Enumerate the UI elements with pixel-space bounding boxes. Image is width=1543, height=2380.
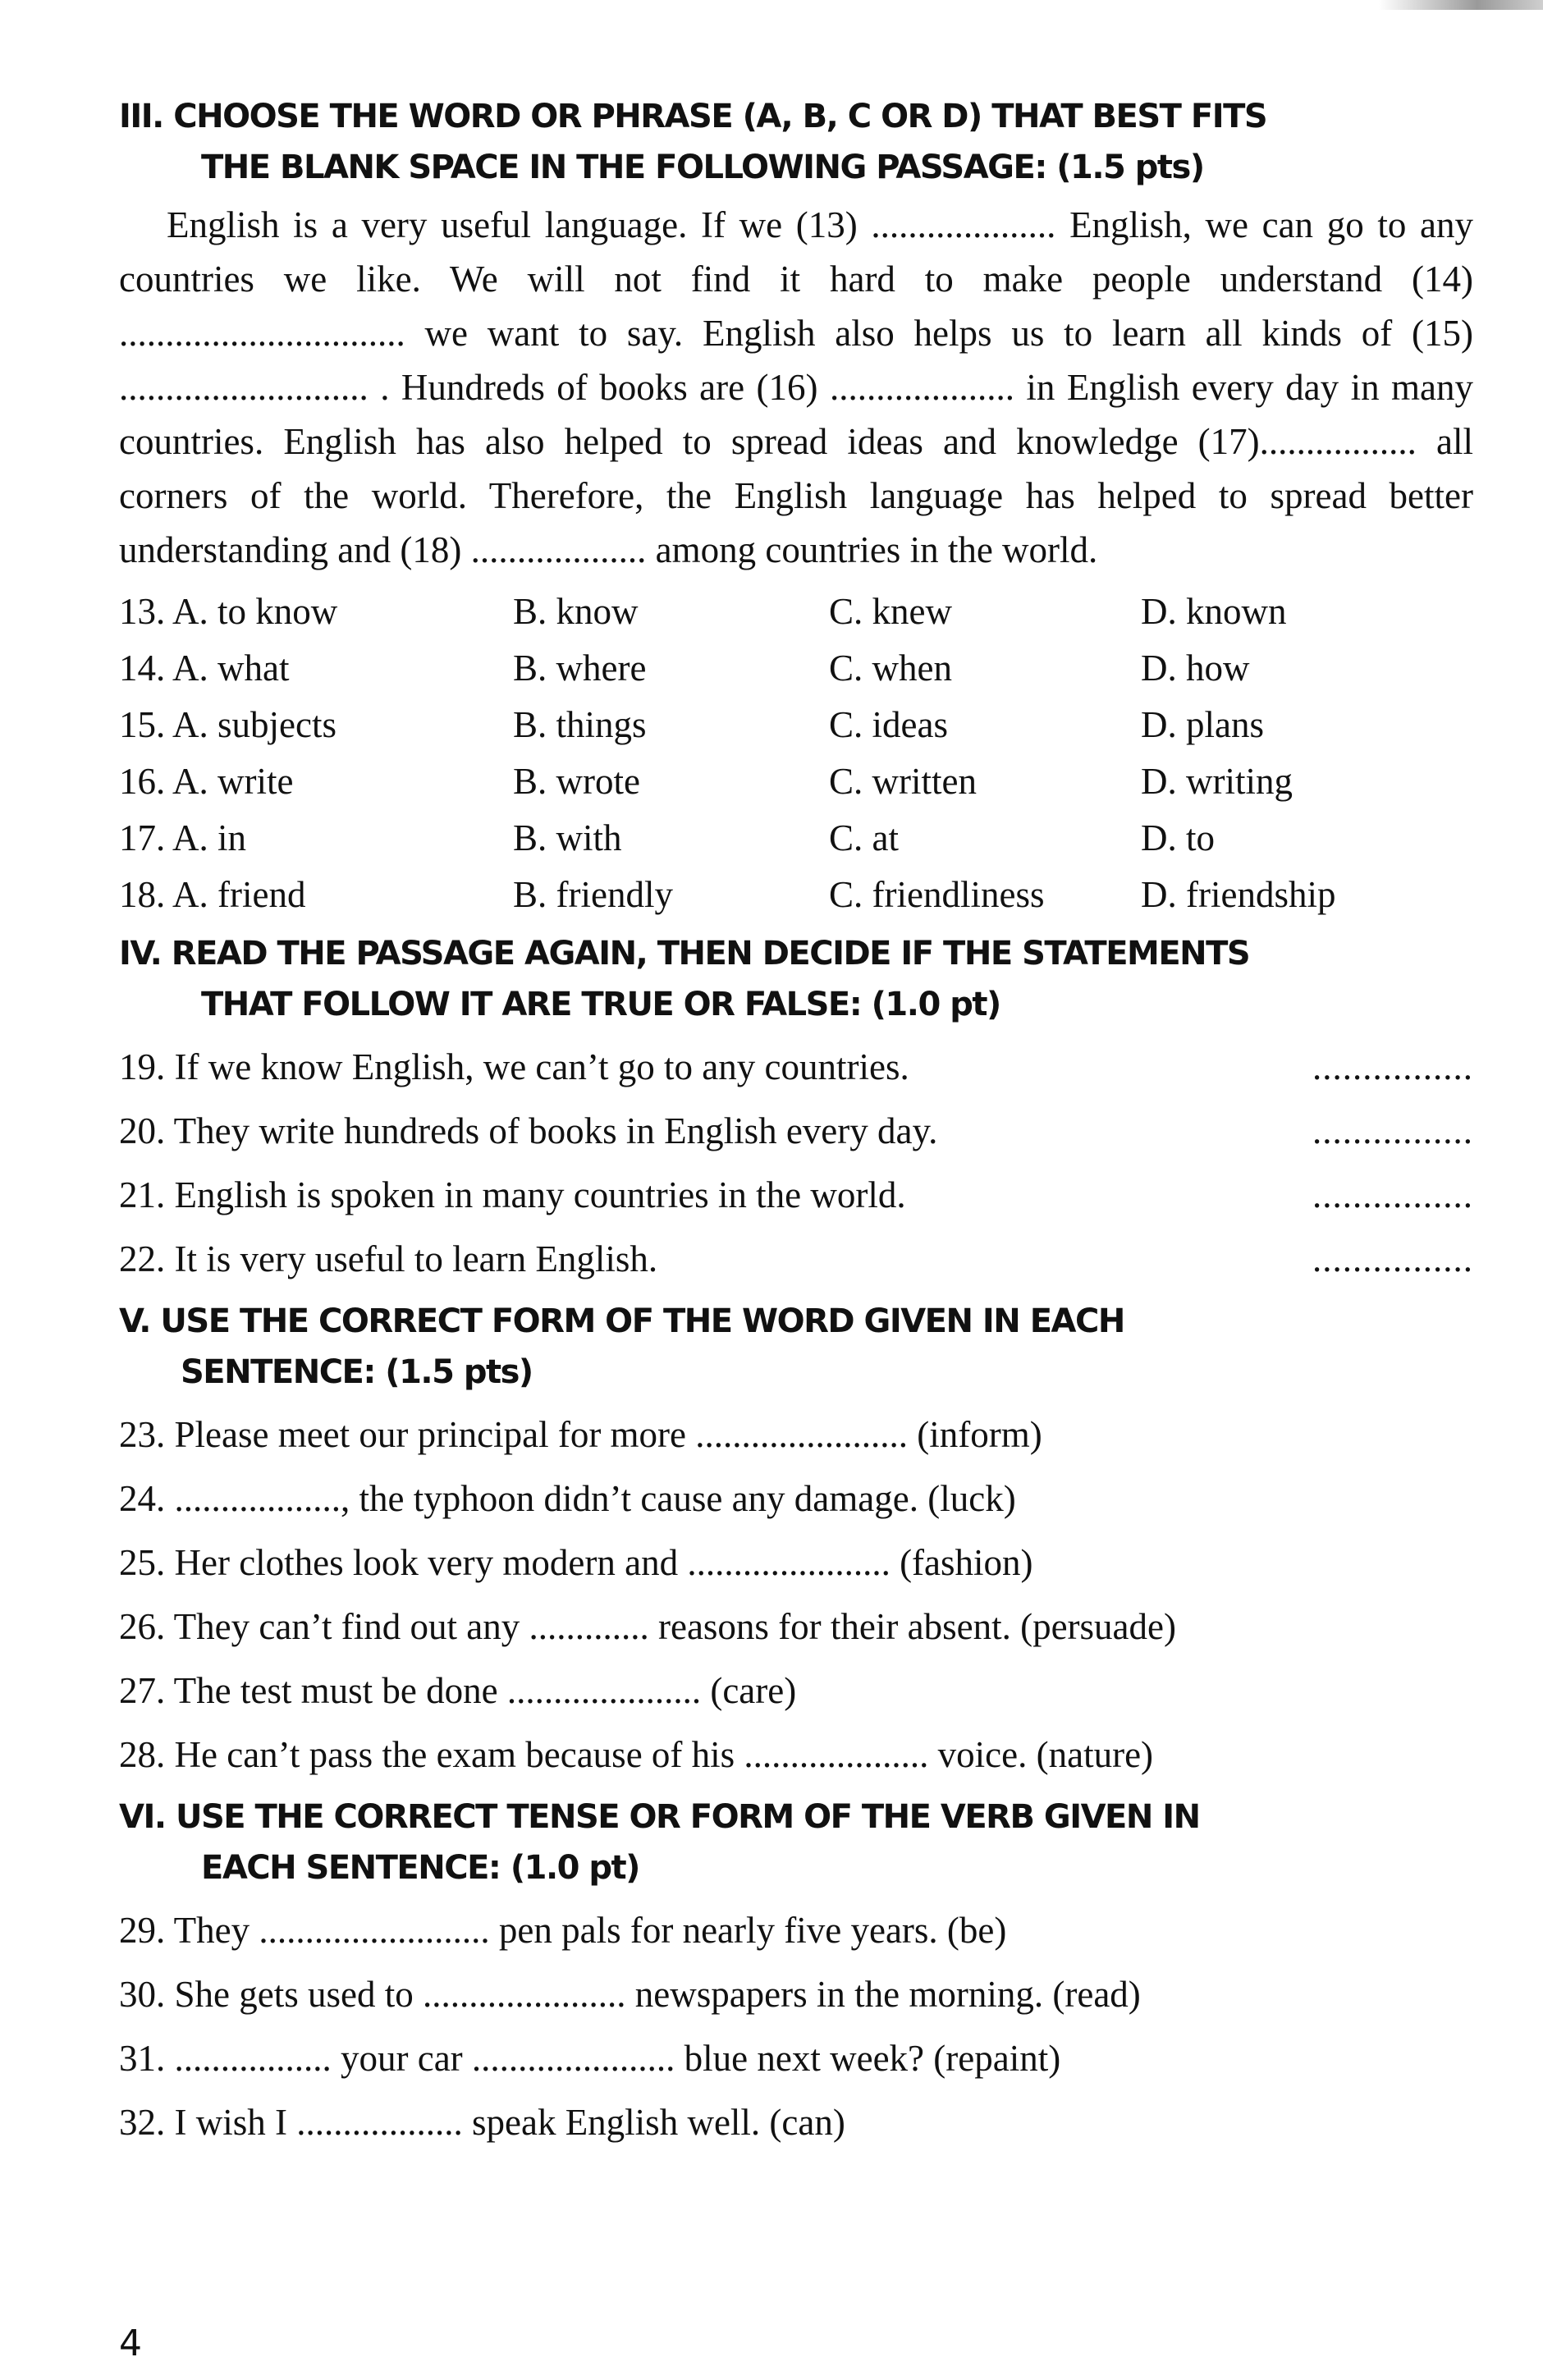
exercise-item-24: 24. .................., the typhoon didn’t cause any damage. (luck) — [119, 1478, 1016, 1519]
answer-blank: ................ — [1312, 1110, 1473, 1151]
statement-text: 22. It is very useful to learn English. — [119, 1238, 658, 1279]
answer-blank: ................ — [1312, 1174, 1473, 1215]
option-d: D. to — [1141, 817, 1215, 858]
option-row-13 — [119, 584, 1473, 640]
exercise-item-30: 30. She gets used to ...................... newspapers in the morning. (read) — [119, 1974, 1141, 2015]
option-d: D. friendship — [1141, 874, 1336, 915]
section-heading-iv-line2: THAT FOLLOW IT ARE TRUE OR FALSE: (1.0 pt) — [201, 986, 1000, 1023]
true-false-list — [119, 1035, 1473, 1291]
section-heading-vi-line1: VI. USE THE CORRECT TENSE OR FORM OF THE VERB GIVEN IN — [119, 1798, 1200, 1836]
option-b: B. with — [513, 817, 622, 858]
option-c: C. at — [829, 817, 899, 858]
reading-passage: English is a very useful language. If we (13) .................... English, we can go to any countries we like. We will not find it hard to make people understand (14) ............................... we want to say. English also helps us to learn all kinds of (15) ........................... . Hundreds of books are (16) .................... in English every day in many countries. English has also helped to spread ideas and knowledge (17)................. all corners of the world. Therefore, the English language has helped to spread better understanding and (18) ................... among countries in the world. — [119, 204, 1473, 570]
option-c: C. knew — [829, 591, 952, 632]
statement-21 — [119, 1163, 1473, 1227]
section-heading-v-line2: SENTENCE: (1.5 pts) — [181, 1353, 533, 1391]
option-a: 16. A. write — [119, 761, 294, 802]
exercise-item-32: 32. I wish I .................. speak English well. (can) — [119, 2102, 845, 2143]
section-heading-iii-line2: THE BLANK SPACE IN THE FOLLOWING PASSAGE: (1.5 pts) — [201, 149, 1204, 186]
exercise-item-26: 26. They can’t find out any ............. reasons for their absent. (persuade) — [119, 1606, 1176, 1647]
option-d: D. known — [1141, 591, 1287, 632]
option-a: 15. A. subjects — [119, 704, 337, 745]
statement-19 — [119, 1035, 1473, 1099]
option-b: B. know — [513, 591, 639, 632]
scan-edge-mark — [1379, 0, 1543, 10]
section-heading-iii — [119, 91, 1473, 193]
option-c: C. written — [829, 761, 977, 802]
exercise-item-31: 31. ................. your car ...................... blue next week? (repaint) — [119, 2038, 1061, 2079]
option-b: B. wrote — [513, 761, 640, 802]
option-row-17 — [119, 810, 1473, 867]
option-b: B. friendly — [513, 874, 673, 915]
section-heading-iv-line1: IV. READ THE PASSAGE AGAIN, THEN DECIDE IF THE STATEMENTS — [119, 935, 1250, 973]
statement-20 — [119, 1099, 1473, 1163]
verb-form-list — [119, 1898, 1473, 2154]
worksheet-content — [119, 86, 1473, 2154]
section-heading-iii-line1: III. CHOOSE THE WORD OR PHRASE (A, B, C OR D) THAT BEST FITS — [119, 98, 1267, 135]
statement-text: 19. If we know English, we can’t go to any countries. — [119, 1046, 909, 1087]
word-form-list — [119, 1403, 1473, 1787]
exercise-item-29: 29. They ......................... pen pals for nearly five years. (be) — [119, 1910, 1007, 1951]
section-heading-iv — [119, 928, 1473, 1030]
option-row-16 — [119, 753, 1473, 810]
exercise-item-25: 25. Her clothes look very modern and ...................... (fashion) — [119, 1542, 1033, 1583]
exercise-item-23: 23. Please meet our principal for more ....................... (inform) — [119, 1414, 1042, 1455]
option-d: D. plans — [1141, 704, 1264, 745]
option-c: C. when — [829, 648, 952, 689]
option-row-15 — [119, 697, 1473, 753]
answer-blank: ................ — [1312, 1046, 1473, 1087]
option-b: B. things — [513, 704, 647, 745]
exercise-item-27: 27. The test must be done ..................... (care) — [119, 1670, 797, 1711]
answer-blank: ................ — [1312, 1238, 1473, 1279]
section-heading-vi-line2: EACH SENTENCE: (1.0 pt) — [201, 1849, 639, 1887]
option-b: B. where — [513, 648, 647, 689]
option-row-18 — [119, 867, 1473, 923]
page-number: 4 — [119, 2323, 142, 2364]
exercise-item-28: 28. He can’t pass the exam because of his .................... voice. (nature) — [119, 1734, 1154, 1775]
option-c: C. ideas — [829, 704, 948, 745]
statement-text: 20. They write hundreds of books in English every day. — [119, 1110, 938, 1151]
section-heading-v-line1: V. USE THE CORRECT FORM OF THE WORD GIVEN IN EACH — [119, 1302, 1124, 1340]
option-c: C. friendliness — [829, 874, 1045, 915]
option-d: D. how — [1141, 648, 1250, 689]
option-a: 14. A. what — [119, 648, 290, 689]
section-heading-vi — [119, 1792, 1473, 1893]
option-a: 18. A. friend — [119, 874, 306, 915]
statement-22 — [119, 1227, 1473, 1291]
section-heading-v — [119, 1296, 1473, 1398]
option-d: D. writing — [1141, 761, 1293, 802]
multiple-choice-options — [119, 584, 1473, 923]
option-a: 17. A. in — [119, 817, 247, 858]
statement-text: 21. English is spoken in many countries in the world. — [119, 1174, 906, 1215]
option-a: 13. A. to know — [119, 591, 338, 632]
option-row-14 — [119, 640, 1473, 697]
